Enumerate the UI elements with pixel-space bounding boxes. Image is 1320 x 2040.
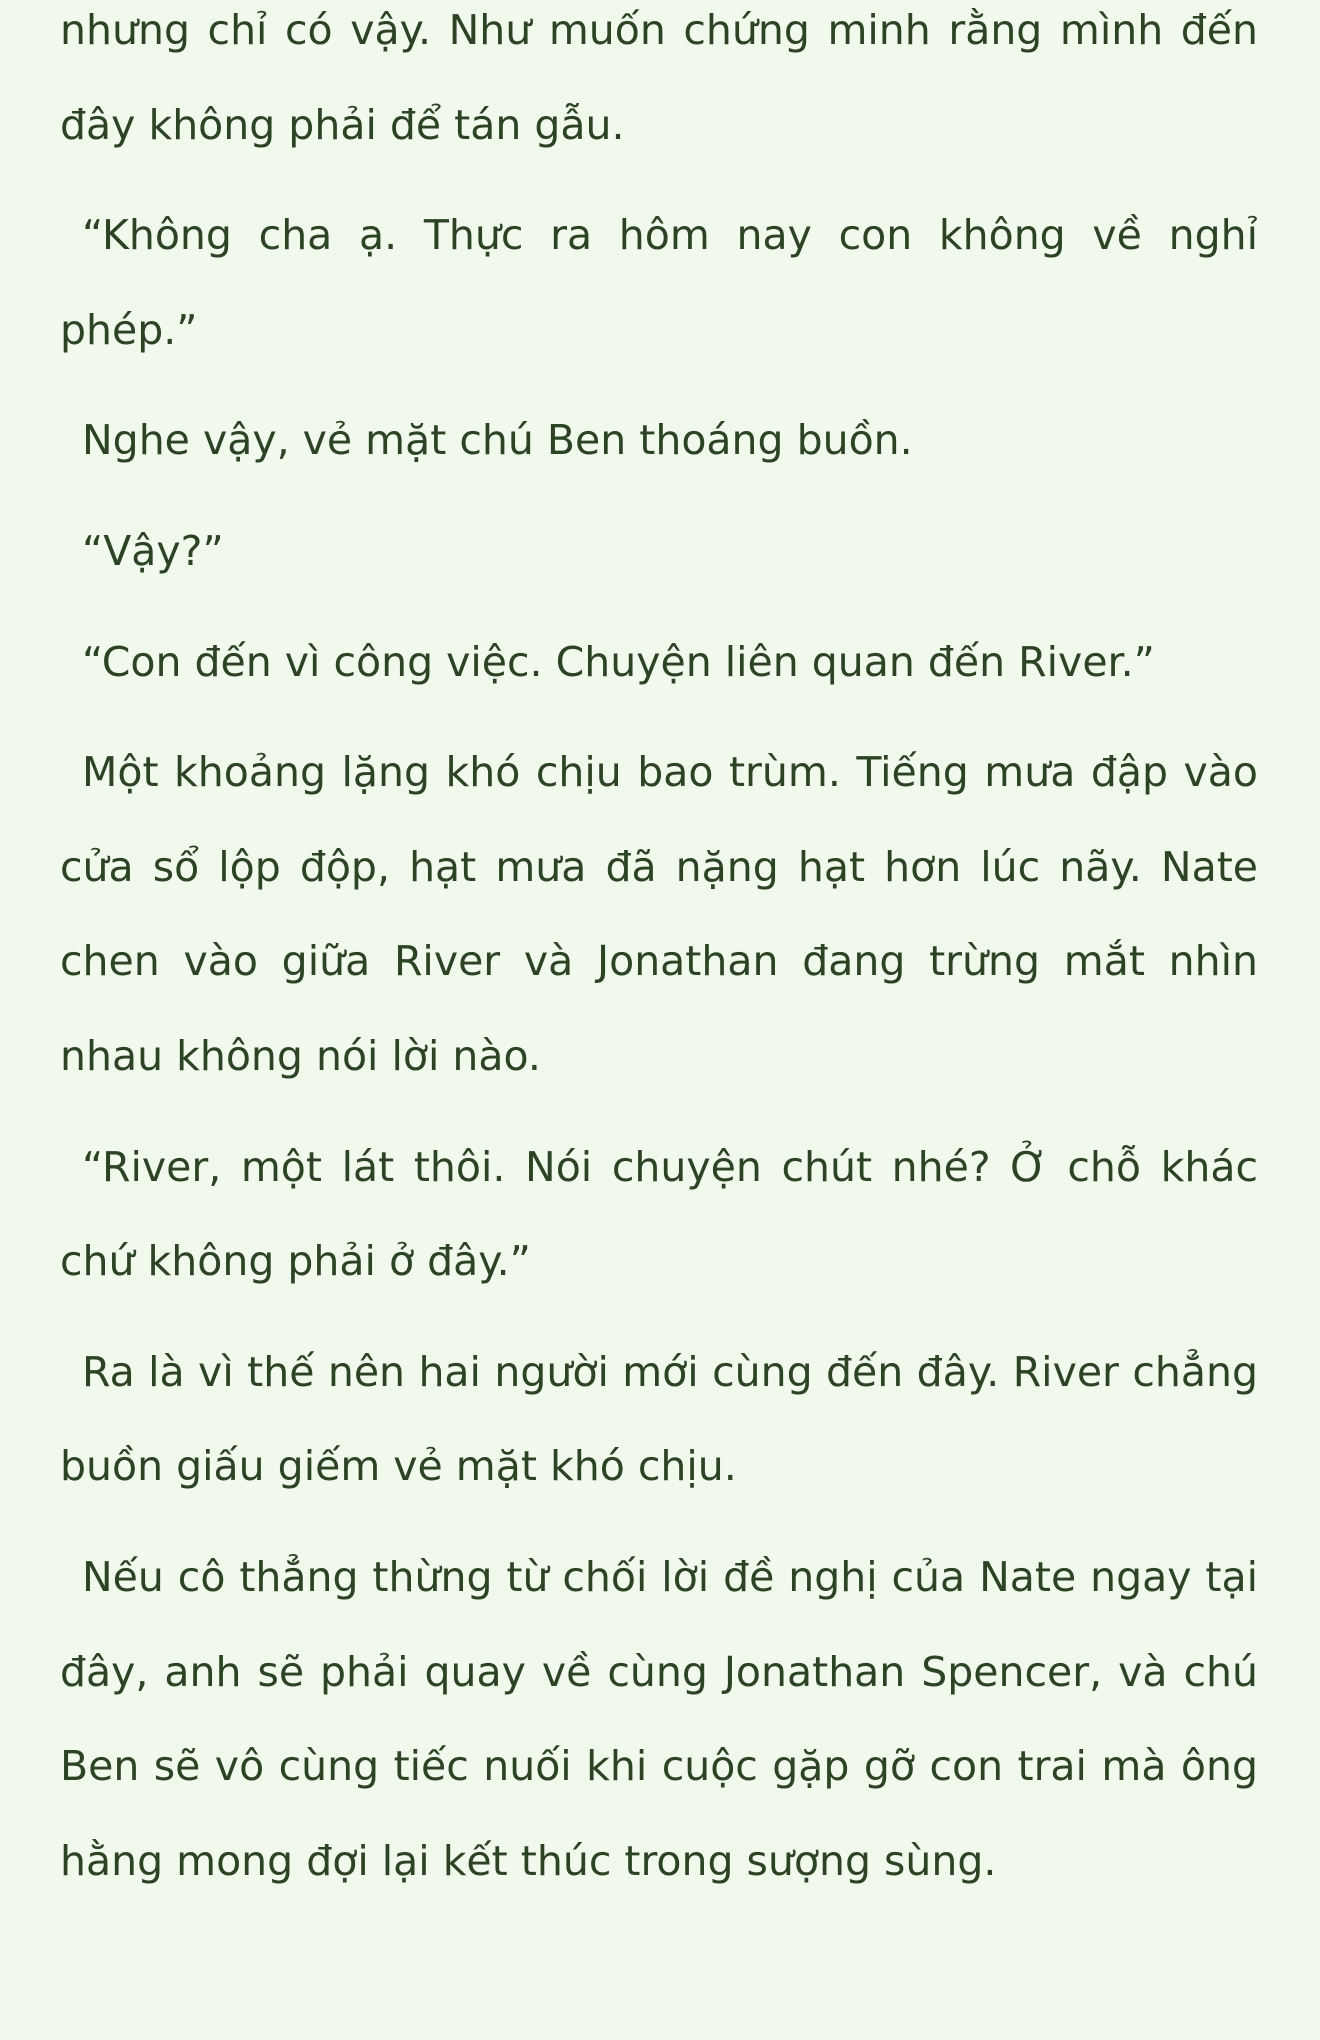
paragraph: “Không cha ạ. Thực ra hôm nay con không về nghỉ phép.” [60,211,1258,354]
paragraph: Một khoảng lặng khó chịu bao trùm. Tiếng mưa đập vào cửa sổ lộp độp, hạt mưa đã nặng hạt hơn lúc nãy. Nate chen vào giữa River và Jonathan đang trừng mắt nhìn nhau không nói lời nào. [60,748,1258,1080]
paragraph: “River, một lát thôi. Nói chuyện chút nhé? Ở chỗ khác chứ không phải ở đây.” [60,1142,1258,1286]
paragraph: Nghe vậy, vẻ mặt chú Ben thoáng buồn. [82,416,913,465]
paragraph: “Con đến vì công việc. Chuyện liên quan đến River.” [82,637,1155,686]
paragraph: Ra là vì thế nên hai người mới cùng đến đây. River chẳng buồn giấu giếm vẻ mặt khó chịu. [60,1347,1258,1491]
paragraph: “Vậy?” [82,526,224,575]
paragraph: nhưng chỉ có vậy. Như muốn chứng minh rằng mình đến đây không phải để tán gẫu. [60,6,1258,149]
chapter-text [60,0,1258,1908]
paragraph: Nếu cô thẳng thừng từ chối lời đề nghị của Nate ngay tại đây, anh sẽ phải quay về cùng Jonathan Spencer, và chú Ben sẽ vô cùng tiếc nuối khi cuộc gặp gỡ con trai mà ông hằng mong đợi lại kết thúc trong sượng sùng. [60,1552,1258,1885]
